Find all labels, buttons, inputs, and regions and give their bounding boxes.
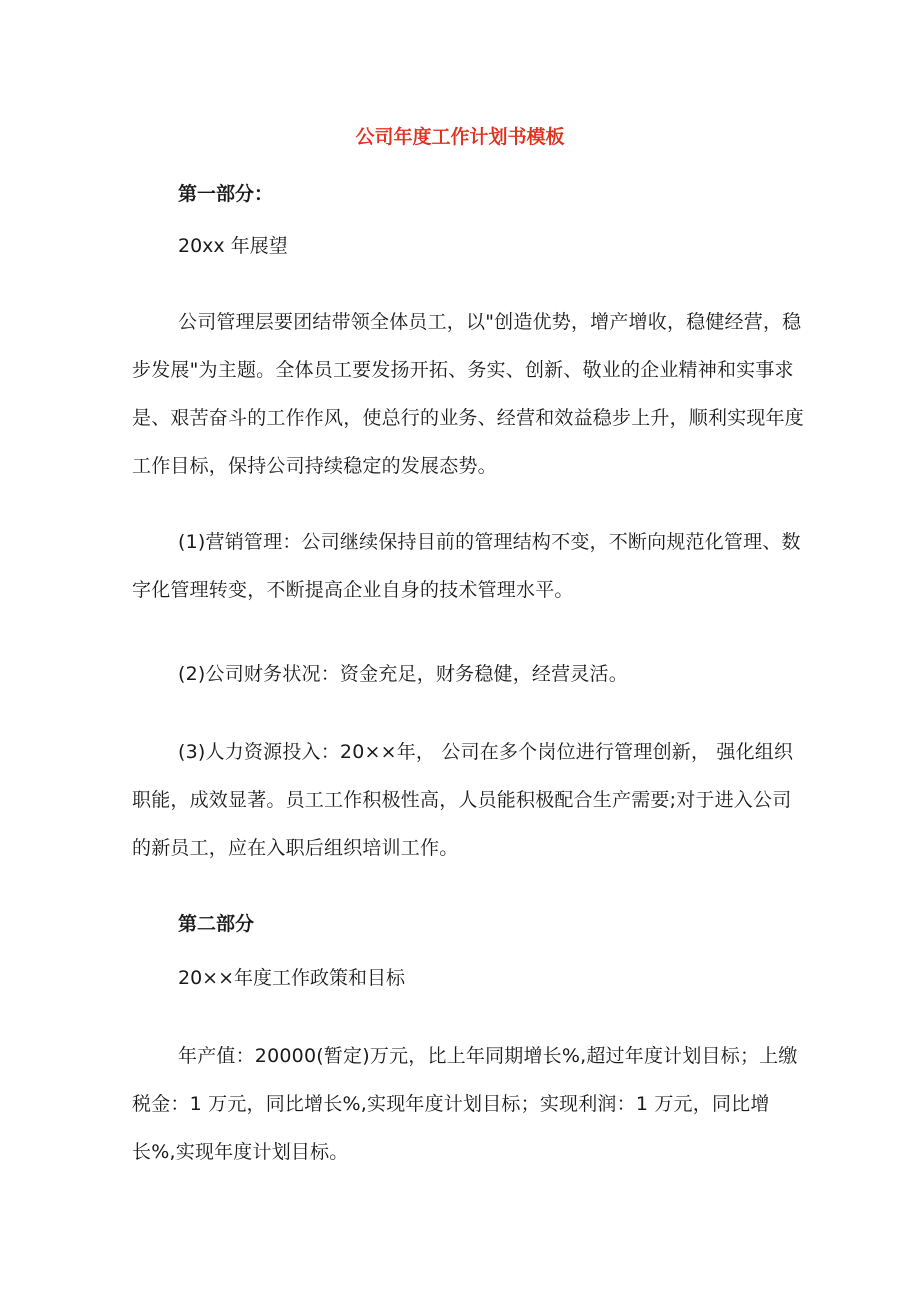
part2-paragraph-targets: 年产值：20000(暂定)万元，比上年同期增长%,超过年度计划目标；上缴税金：1 万元，同比增长%,实现年度计划目标；实现利润：1 万元，同比增长%,实现年度计划目标。 [132, 1045, 798, 1163]
document-title: 公司年度工作计划书模板 [355, 126, 565, 148]
part1-paragraph-hr: (3)人力资源投入：20××年， 公司在多个岗位进行管理创新， 强化组织职能，成效显著。员工工作积极性高，人员能积极配合生产需要;对于进入公司的新员工，应在入职后组织培训工作。 [132, 741, 794, 859]
part1-subheading: 20xx 年展望 [178, 235, 288, 257]
part1-heading: 第一部分： [178, 183, 274, 205]
part1-paragraph-finance: (2)公司财务状况：资金充足，财务稳健，经营灵活。 [178, 663, 628, 685]
part2-subheading: 20××年度工作政策和目标 [178, 967, 406, 989]
part1-paragraph-marketing: (1)营销管理：公司继续保持目前的管理结构不变，不断向规范化管理、数字化管理转变，不断提高企业自身的技术管理水平。 [132, 531, 801, 601]
part1-paragraph-intro: 公司管理层要团结带领全体员工，以"创造优势，增产增收，稳健经营，稳步发展"为主题。全体员工要发扬开拓、务实、创新、敬业的企业精神和实事求是、艰苦奋斗的工作作风，使总行的业务、经营和效益稳步上升，顺利实现年度工作目标，保持公司持续稳定的发展态势。 [132, 311, 805, 477]
part2-heading: 第二部分 [178, 913, 255, 935]
